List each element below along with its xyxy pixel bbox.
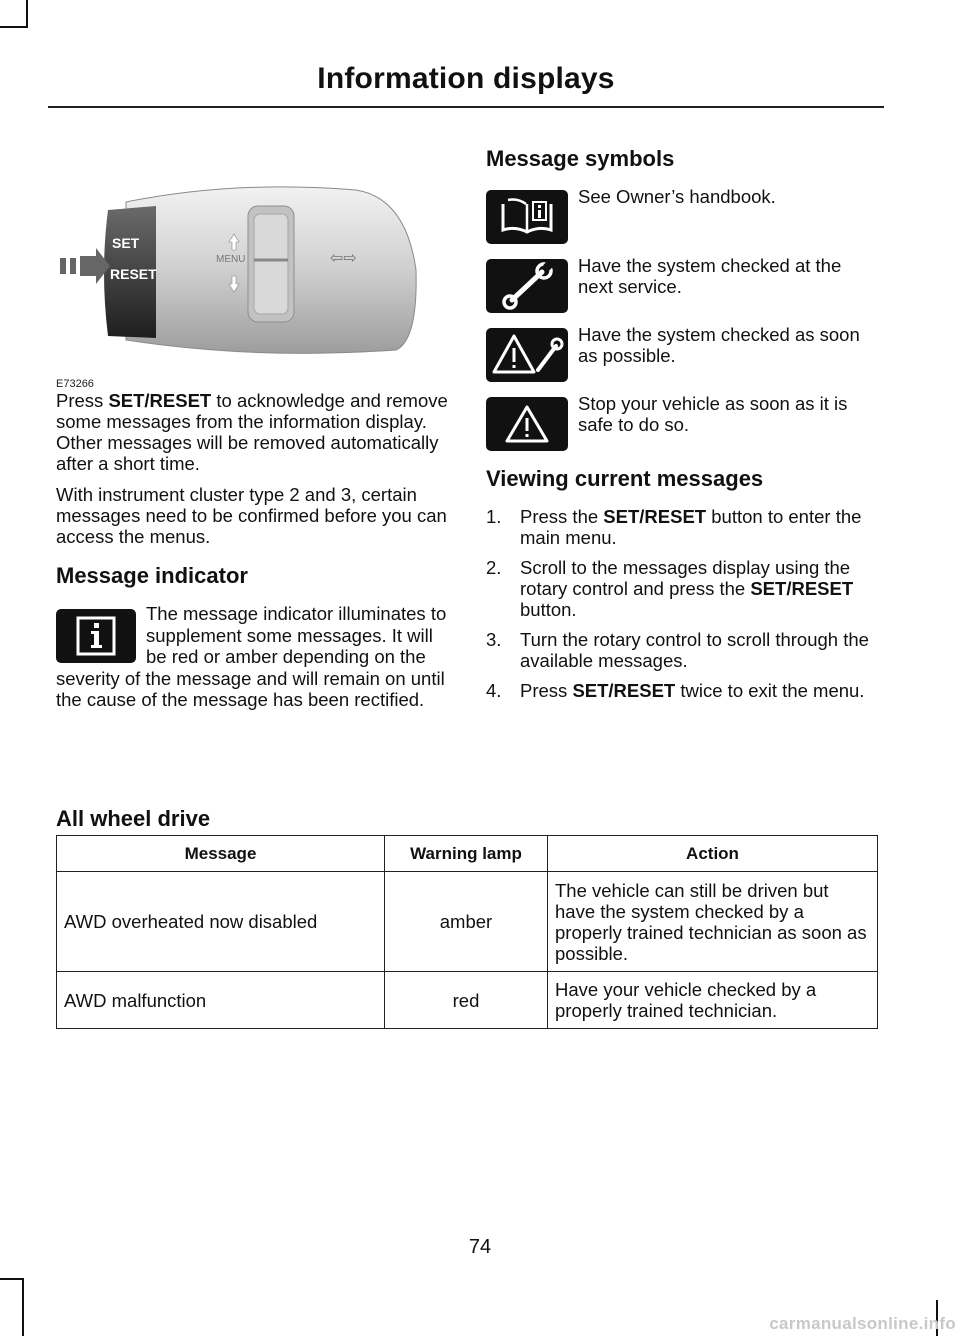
cluster-type-paragraph: With instrument cluster type 2 and 3, certain messages need to be confirmed before you can access the menus. xyxy=(56,484,447,547)
cell-message: AWD malfunction xyxy=(57,972,385,1029)
symbol-text: Stop your vehicle as soon as it is safe to do so. xyxy=(578,393,848,435)
stalk-illustration xyxy=(56,150,448,390)
list-item: 1. Press the SET/RESET button to enter the main menu. xyxy=(486,506,862,548)
image-code: E73266 xyxy=(56,378,94,390)
page-title: Information displays xyxy=(317,62,615,95)
column-header-action: Action xyxy=(548,836,878,872)
set-label: SET xyxy=(112,235,140,251)
right-column xyxy=(486,146,878,710)
cell-warning-lamp: amber xyxy=(385,872,548,972)
symbol-row xyxy=(486,393,878,462)
cell-message: AWD overheated now disabled xyxy=(57,872,385,972)
symbol-row xyxy=(486,255,878,324)
menu-label: MENU xyxy=(216,254,246,265)
page-header-title-wrap xyxy=(48,62,884,96)
message-symbols-heading: Message symbols xyxy=(486,146,675,171)
crop-mark xyxy=(0,1278,24,1280)
header-divider xyxy=(48,106,884,108)
symbol-text: Have the system checked at the next service. xyxy=(578,255,842,297)
cell-action: Have your vehicle checked by a properly trained technician. xyxy=(548,972,878,1029)
crop-mark xyxy=(0,26,28,28)
symbol-row xyxy=(486,324,878,393)
message-indicator-heading: Message indicator xyxy=(56,563,248,588)
watermark: carmanualsonline.info xyxy=(769,1314,956,1333)
page-number: 74 xyxy=(468,1236,492,1258)
warning-triangle-icon xyxy=(486,397,568,451)
awd-heading: All wheel drive xyxy=(56,806,211,831)
acknowledge-paragraph: Press SET/RESET to acknowledge and remove some messages from the information display. Other messages will be removed automatically after a short time. xyxy=(56,390,448,474)
message-indicator-block xyxy=(56,603,448,711)
left-right-arrows-icon: ⇦⇨ xyxy=(330,250,357,267)
left-column xyxy=(56,150,448,711)
column-header-message: Message xyxy=(57,836,385,872)
awd-messages-table xyxy=(56,835,878,1029)
symbol-text: Have the system checked as soon as possible. xyxy=(578,324,860,366)
list-item: 3. Turn the rotary control to scroll through the available messages. xyxy=(486,629,869,671)
steering-stalk-image xyxy=(56,150,448,375)
symbol-text: See Owner’s handbook. xyxy=(578,186,776,207)
viewing-steps-list xyxy=(486,506,878,701)
warning-wrench-icon xyxy=(486,328,568,382)
table-header-row xyxy=(57,836,878,872)
symbol-row xyxy=(486,186,878,255)
table-row xyxy=(57,972,878,1029)
reset-label: RESET xyxy=(110,266,157,282)
viewing-messages-heading: Viewing current messages xyxy=(486,466,764,491)
wrench-icon xyxy=(486,259,568,313)
set-reset-bold: SET/RESET xyxy=(108,390,212,411)
list-item: 4. Press SET/RESET twice to exit the menu. xyxy=(486,680,865,701)
list-item: 2. Scroll to the messages display using the rotary control and press the SET/RESET button. xyxy=(486,557,854,620)
column-header-warning-lamp: Warning lamp xyxy=(385,836,548,872)
book-info-icon xyxy=(486,190,568,244)
message-indicator-text: The message indicator illuminates to supplement some messages. It will be red or amber depending on the severity of the message and will remain on until the cause of the message has been rectified. xyxy=(56,603,447,710)
message-indicator-icon xyxy=(56,609,136,663)
cell-action: The vehicle can still be driven but have the system checked by a properly trained technician as soon as possible. xyxy=(548,872,878,972)
crop-mark xyxy=(26,0,28,28)
crop-mark xyxy=(22,1278,24,1336)
cell-warning-lamp: red xyxy=(385,972,548,1029)
table-row xyxy=(57,872,878,972)
